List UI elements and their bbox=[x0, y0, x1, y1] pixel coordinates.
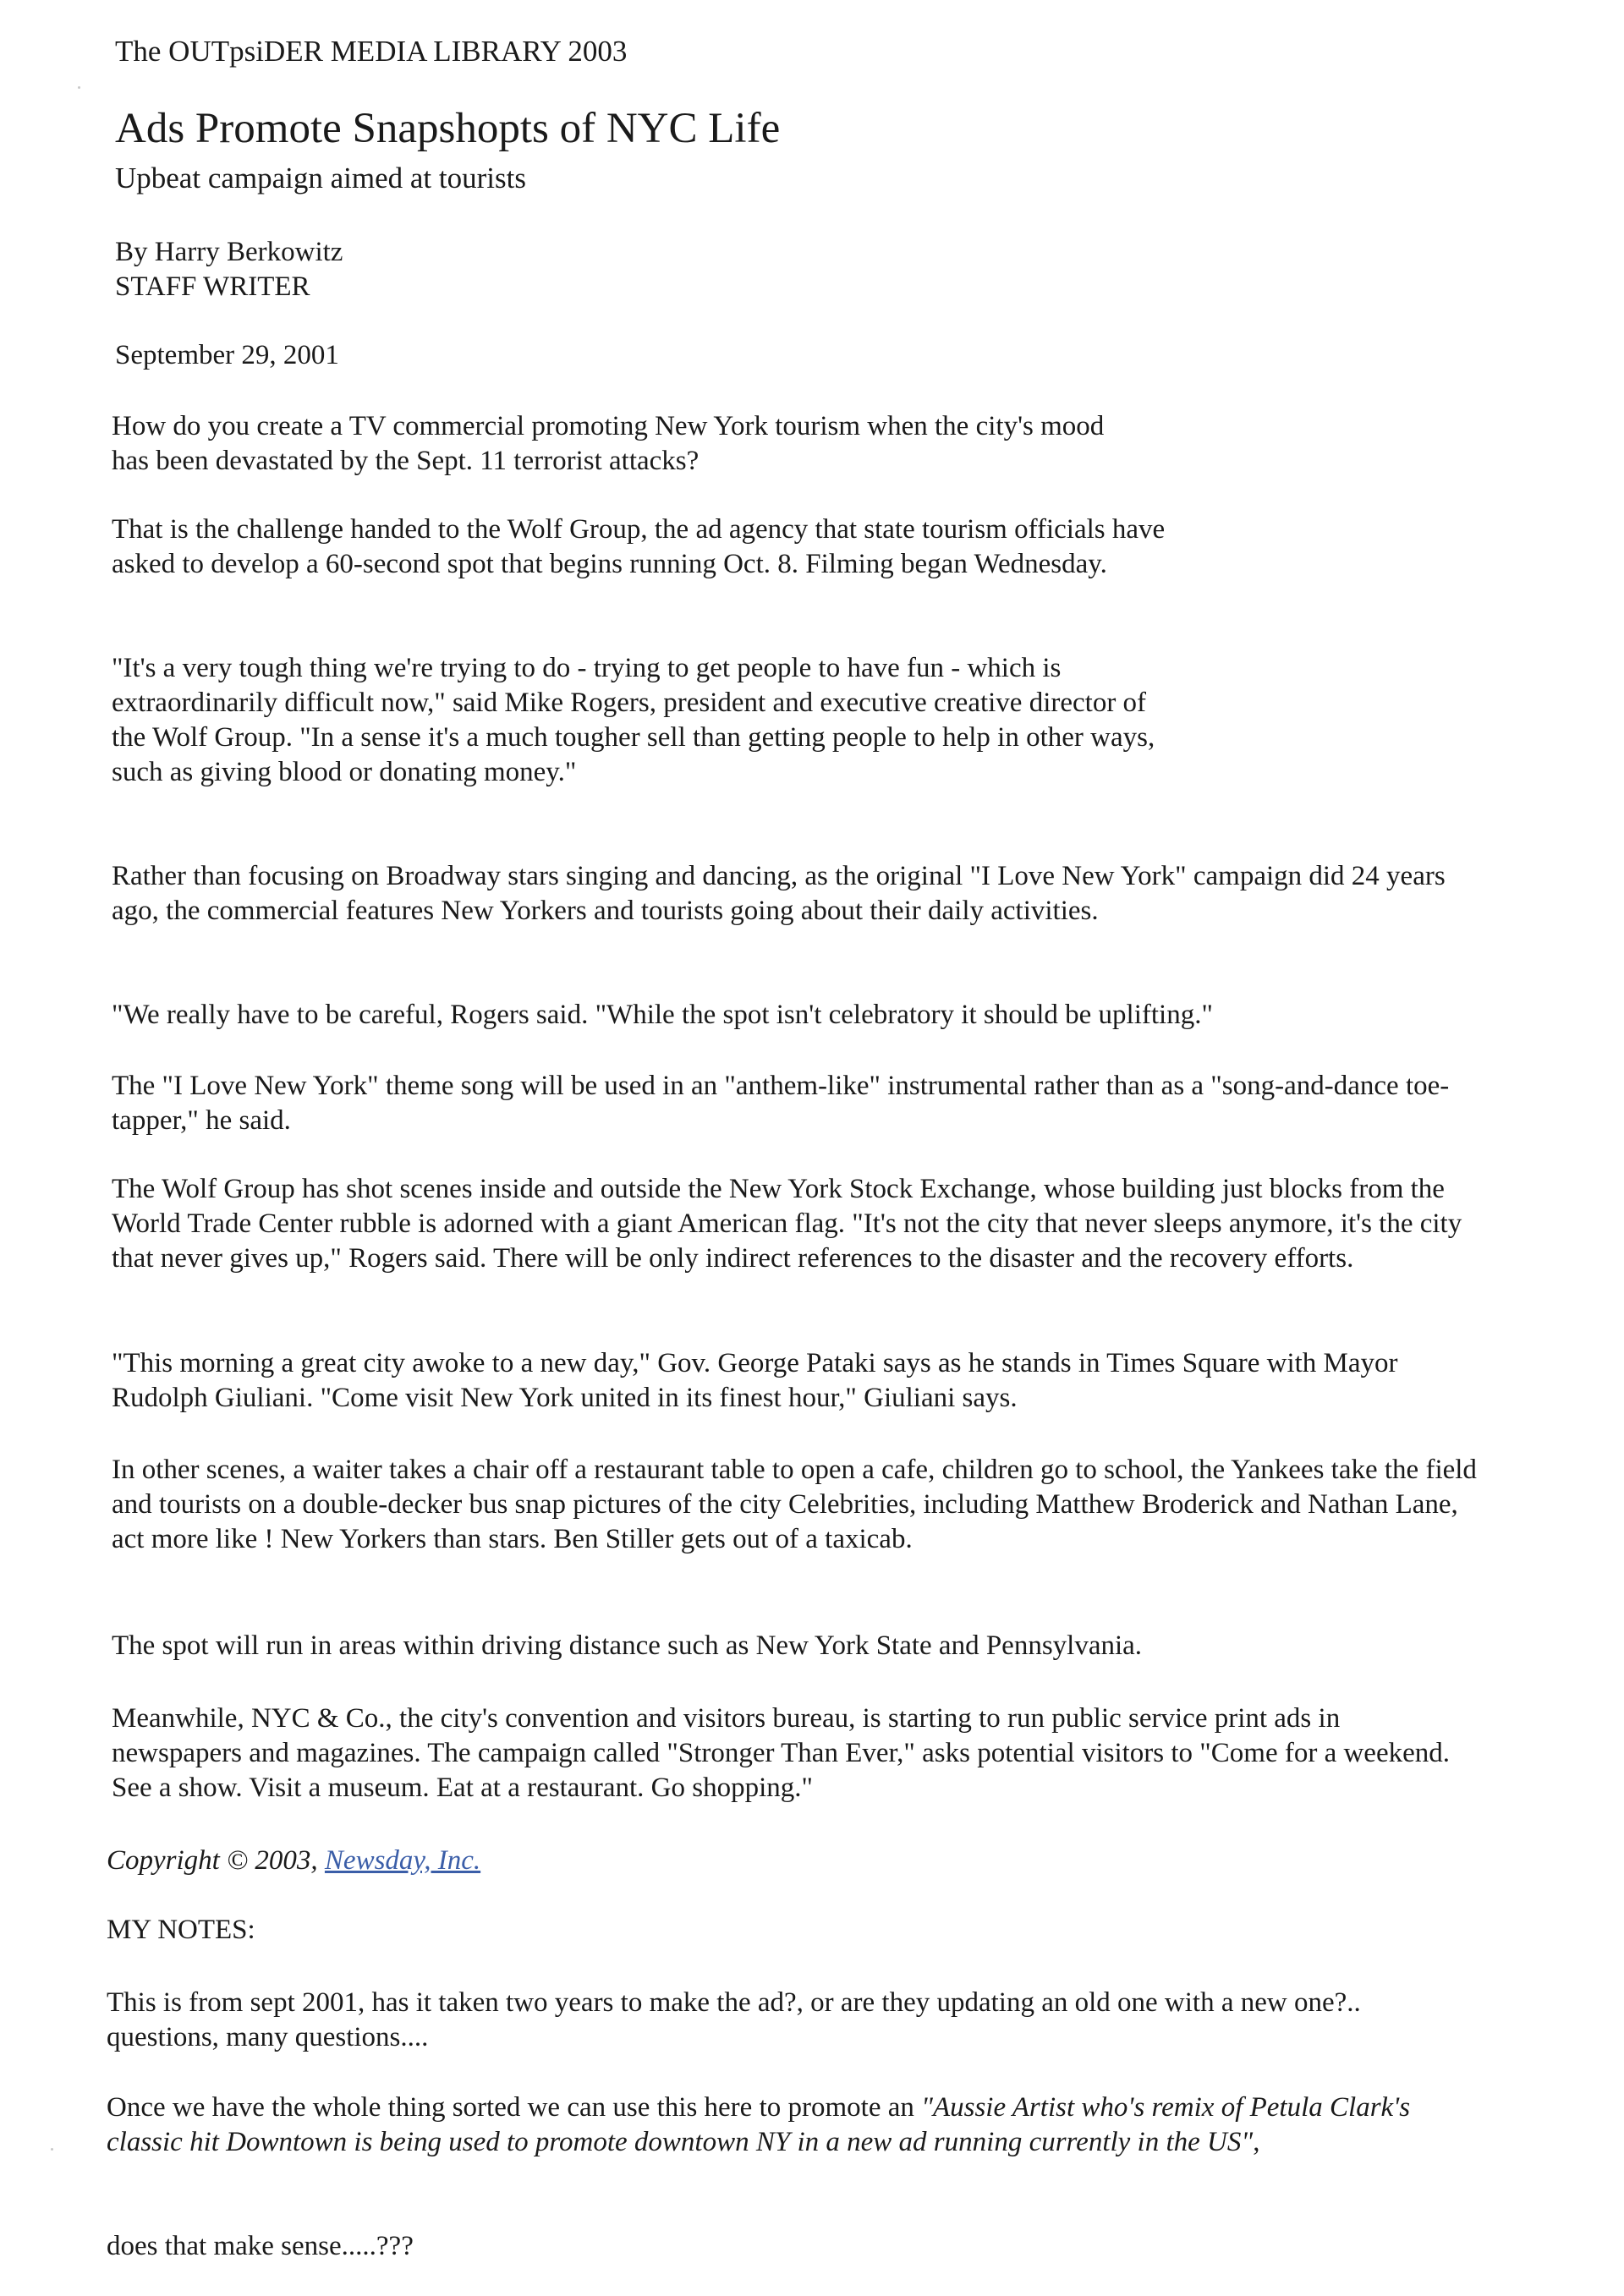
article-paragraph: How do you create a TV commercial promoting New York tourism when the city's mood has been devastated by the Sept. 11 terrorist attacks? bbox=[112, 411, 1105, 476]
byline bbox=[115, 235, 343, 304]
scan-speck bbox=[51, 2148, 53, 2151]
article-paragraph: That is the challenge handed to the Wolf Group, the ad agency that state tourism officials have asked to develop a 60-second spot that begins running Oct. 8. Filming began Wednesday. bbox=[112, 514, 1166, 579]
article-paragraph: "It's a very tough thing we're trying to do - trying to get people to have fun - which is extraordinarily difficult now," said Mike Rogers, president and executive creative director of the Wolf Group. "In a sense it's a much tougher sell than getting people to help in other ways, such as giving blood or donating money." bbox=[112, 653, 1155, 787]
article-paragraph: "We really have to be careful, Rogers said. "While the spot isn't celebratory it should be uplifting." bbox=[112, 1000, 1213, 1030]
note-text: Once we have the whole thing sorted we can use this here to promote an bbox=[107, 2092, 922, 2123]
note-paragraph: does that make sense.....??? bbox=[107, 2231, 414, 2261]
article-paragraph: The "I Love New York" theme song will be used in an "anthem-like" instrumental rather than as a "song-and-dance toe-tapper," he said. bbox=[112, 1071, 1450, 1136]
note-paragraph bbox=[107, 2091, 1426, 2160]
newsday-link[interactable]: Newsday, Inc. bbox=[324, 1845, 481, 1876]
article-date: September 29, 2001 bbox=[115, 340, 339, 370]
article-paragraph: "This morning a great city awoke to a new day," Gov. George Pataki says as he stands in Times Square with Mayor Rudolph Giuliani. "Come visit New York united in its finest hour," Giuliani says. bbox=[112, 1348, 1398, 1413]
note-text-end: , bbox=[1253, 2127, 1260, 2157]
article-paragraph: The spot will run in areas within driving distance such as New York State and Pennsylvania. bbox=[112, 1630, 1143, 1661]
copyright-prefix: Copyright © 2003, bbox=[107, 1845, 325, 1876]
byline-author: By Harry Berkowitz bbox=[115, 237, 343, 267]
article-paragraph: The Wolf Group has shot scenes inside and outside the New York Stock Exchange, whose building just blocks from the World Trade Center rubble is adorned with a giant American flag. "It's not the city that never sleeps anymore, it's the city that never gives up," Rogers said. There will be only indirect references to the disaster and the recovery efforts. bbox=[112, 1174, 1462, 1274]
article-headline: Ads Promote Snapshopts of NYC Life bbox=[115, 105, 781, 152]
article-paragraph: In other scenes, a waiter takes a chair off a restaurant table to open a cafe, children go to school, the Yankees take the field and tourists on a double-decker bus snap pictures of the city Celebrities, including Matthew Broderick and Nathan Lane, act more like ! New Yorkers than stars. Ben Stiller gets out of a taxicab. bbox=[112, 1455, 1477, 1554]
article-paragraph: Meanwhile, NYC & Co., the city's convention and visitors bureau, is starting to run public service print ads in newspapers and magazines. The campaign called "Stronger Than Ever," asks potential visitors to "Come for a weekend. See a show. Visit a museum. Eat at a restaurant. Go shopping." bbox=[112, 1703, 1450, 1803]
note-quote: "Aussie Artist who's remix of Petula Clark's classic hit Downtown is being used to promote downtown NY in a new ad running currently in the US" bbox=[107, 2092, 1411, 2157]
library-title: The OUTpsiDER MEDIA LIBRARY 2003 bbox=[115, 35, 628, 68]
scan-speck bbox=[78, 86, 80, 89]
notes-heading: MY NOTES: bbox=[107, 1915, 255, 1945]
note-paragraph: This is from sept 2001, has it taken two years to make the ad?, or are they updating an old one with a new one?.. questions, many questions.... bbox=[107, 1987, 1361, 2052]
copyright-line bbox=[107, 1844, 480, 1878]
byline-role: STAFF WRITER bbox=[115, 271, 310, 302]
article-subheadline: Upbeat campaign aimed at tourists bbox=[115, 162, 526, 195]
article-paragraph: Rather than focusing on Broadway stars singing and dancing, as the original "I Love New York" campaign did 24 years ago, the commercial features New Yorkers and tourists going about their daily activities. bbox=[112, 861, 1446, 926]
